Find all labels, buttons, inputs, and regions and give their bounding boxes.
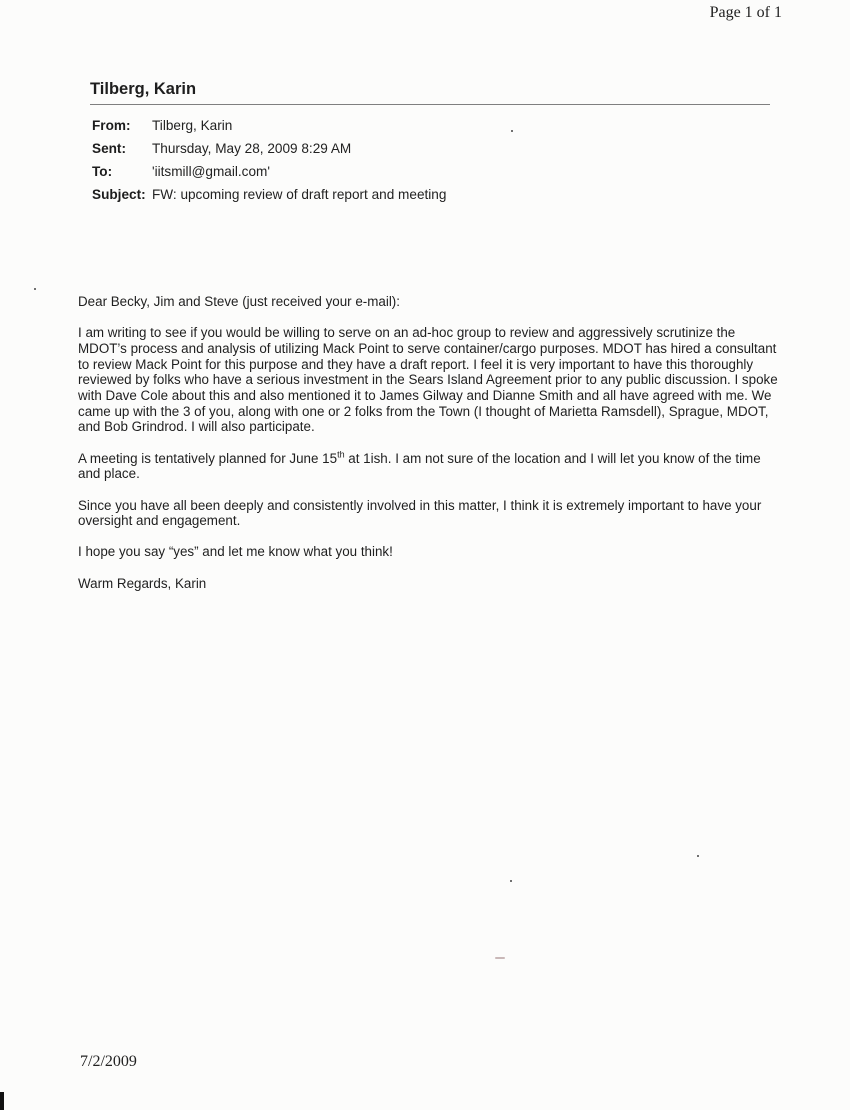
scan-speck xyxy=(697,855,699,857)
sender-heading: Tilberg, Karin xyxy=(90,80,197,98)
subject-row xyxy=(92,187,446,210)
meeting-text-end: at 1ish. I am not sure of the location and I will let you know of the time and place. xyxy=(78,450,761,482)
email-headers xyxy=(92,118,446,210)
meeting-text-start: A meeting is tentatively planned for June 15 xyxy=(78,450,338,466)
from-label: From: xyxy=(92,118,131,133)
date-ordinal-suffix: th xyxy=(337,449,345,460)
sent-row xyxy=(92,141,446,164)
to-value: 'iitsmill@gmail.com' xyxy=(152,164,270,179)
to-row xyxy=(92,164,446,187)
scan-speck xyxy=(34,288,36,290)
body-paragraph-2 xyxy=(78,451,778,482)
subject-value: FW: upcoming review of draft report and meeting xyxy=(152,187,447,202)
body-paragraph-3: Since you have all been deeply and consistently involved in this matter, I think it is extremely important to have your oversight and engagement. xyxy=(78,497,762,529)
header-divider xyxy=(90,104,770,105)
scan-speck xyxy=(511,130,513,132)
to-label: To: xyxy=(92,164,113,179)
email-body xyxy=(78,294,778,607)
page-number: Page 1 of 1 xyxy=(709,4,782,21)
scan-speck xyxy=(495,957,505,959)
body-paragraph-1: I am writing to see if you would be willing to serve on an ad-hoc group to review and aggressively scrutinize the MDOT’s process and analysis of utilizing Mack Point to serve container/cargo purposes. MDOT has hired a consultant to review Mack Point for this purpose and they have a draft report. I feel it is very important to have this thoroughly reviewed by folks who have a serious investment in the Sears Island Agreement prior to any public discussion. I spoke with Dave Cole about this and also mentioned it to James Gilway and Dianne Smith and all have agreed with me. We came up with the 3 of you, along with one or 2 folks from the Town (I thought of Marietta Ramsdell), Sprague, MDOT, and Bob Grindrod. I will also participate. xyxy=(78,325,778,435)
subject-label: Subject: xyxy=(92,187,146,202)
from-row xyxy=(92,118,446,141)
scan-edge-mark xyxy=(0,1092,4,1110)
from-value: Tilberg, Karin xyxy=(152,118,233,133)
sent-value: Thursday, May 28, 2009 8:29 AM xyxy=(152,141,352,156)
sent-label: Sent: xyxy=(92,141,126,156)
body-paragraph-4: I hope you say “yes” and let me know what you think! xyxy=(78,544,393,560)
print-date: 7/2/2009 xyxy=(80,1053,137,1070)
scan-speck xyxy=(510,880,512,882)
greeting: Dear Becky, Jim and Steve (just received your e-mail): xyxy=(78,294,400,309)
closing-signature: Warm Regards, Karin xyxy=(78,575,207,591)
